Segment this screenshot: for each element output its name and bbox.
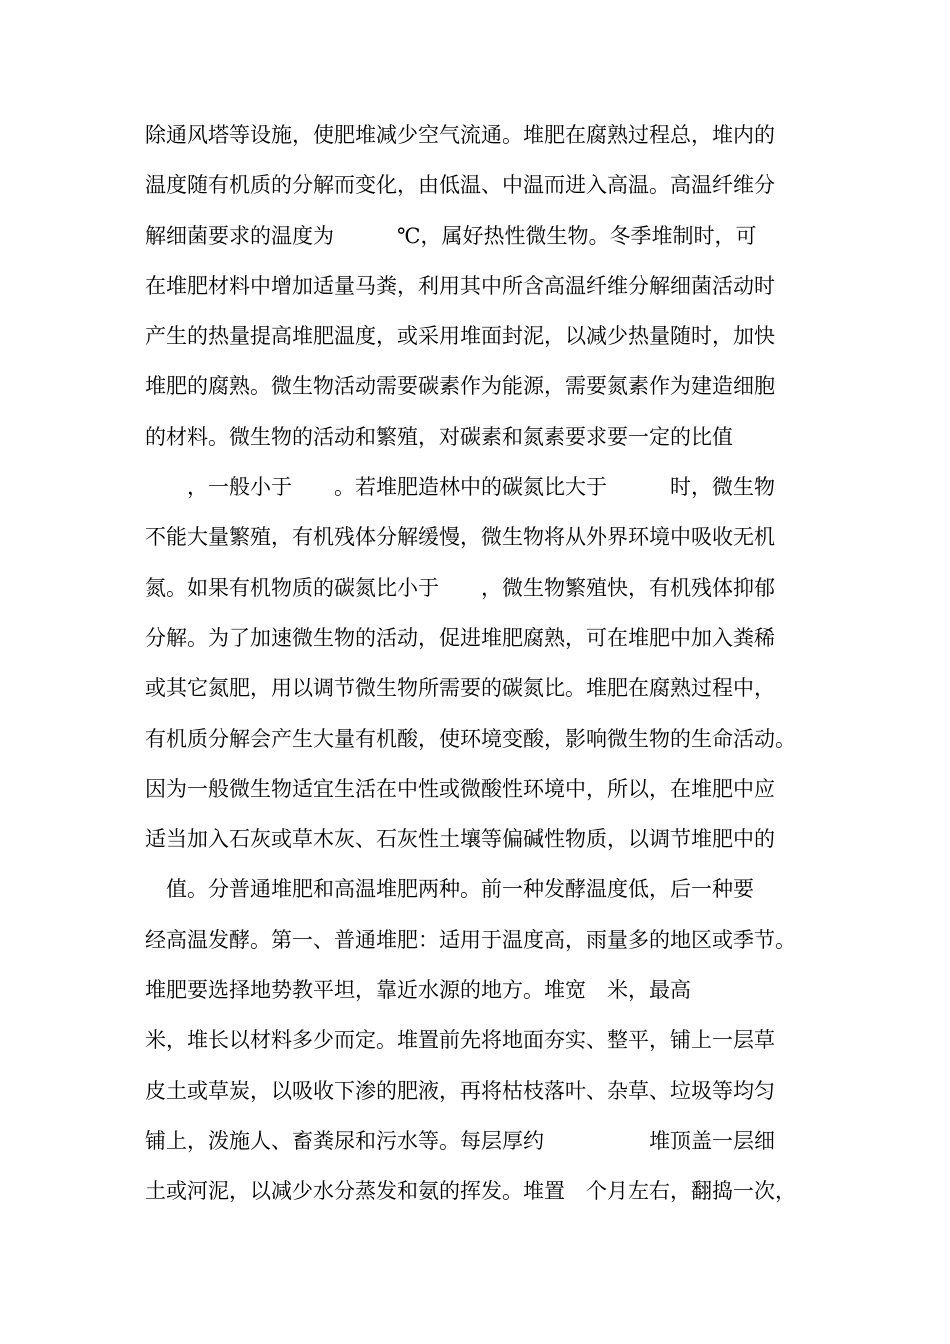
text-line: 氮。如果有机物质的碳氮比小于 ，微生物繁殖快，有机残体抑郁 (145, 575, 775, 600)
text-line: 不能大量繁殖，有机残体分解缓慢，微生物将从外界环境中吸收无机 (145, 525, 775, 550)
text-line: 温度随有机质的分解而变化，由低温、中温而进入高温。高温纤维分 (145, 173, 775, 198)
body-text (145, 110, 815, 1217)
text-line: 铺上，泼施人、畜粪尿和污水等。每层厚约 堆顶盖一层细 (145, 1128, 775, 1153)
text-line: 在堆肥材料中增加适量马粪，利用其中所含高温纤维分解细菌活动时 (145, 273, 775, 298)
text-line: 土或河泥，以减少水分蒸发和氨的挥发。堆置 个月左右，翻捣一次， (145, 1179, 796, 1204)
text-line: 分解。为了加速微生物的活动，促进堆肥腐熟，可在堆肥中加入粪稀 (145, 625, 775, 650)
text-line: 除通风塔等设施，使肥堆减少空气流通。堆肥在腐熟过程总，堆内的 (145, 123, 775, 147)
text-line: 堆肥的腐熟。微生物活动需要碳素作为能源，需要氮素作为建造细胞 (145, 374, 775, 399)
text-line: 经高温发酵。第一、普通堆肥：适用于温度高，雨量多的地区或季节。 (145, 927, 796, 952)
text-line: 皮土或草炭，以吸收下渗的肥液，再将枯枝落叶、杂草、垃圾等均匀 (145, 1078, 775, 1103)
text-line: 堆肥要选择地势教平坦，靠近水源的地方。堆宽 米，最高 (145, 978, 691, 1003)
text-line: 有机质分解会产生大量有机酸，使环境变酸，影响微生物的生命活动。 (145, 726, 796, 751)
text-line: 或其它氮肥，用以调节微生物所需要的碳氮比。堆肥在腐熟过程中， (145, 676, 775, 701)
text-line: 适当加入石灰或草木灰、石灰性土壤等偏碱性物质，以调节堆肥中的 (145, 827, 775, 852)
text-line: 值。分普通堆肥和高温堆肥两种。前一种发酵温度低，后一种要 (145, 877, 754, 902)
text-line: 产生的热量提高堆肥温度，或采用堆面封泥，以减少热量随时，加快 (145, 324, 775, 349)
text-line: 解细菌要求的温度为 ℃，属好热性微生物。冬季堆制时，可 (145, 223, 757, 248)
text-line: 米，堆长以材料多少而定。堆置前先将地面夯实、整平，铺上一层草 (145, 1028, 775, 1053)
text-line: 因为一般微生物适宜生活在中性或微酸性环境中，所以，在堆肥中应 (145, 776, 775, 801)
text-line: 的材料。微生物的活动和繁殖，对碳素和氮素要求要一定的比值 (145, 424, 733, 449)
text-line: ，一般小于 。若堆肥造林中的碳氮比大于 时，微生物 (145, 475, 775, 500)
